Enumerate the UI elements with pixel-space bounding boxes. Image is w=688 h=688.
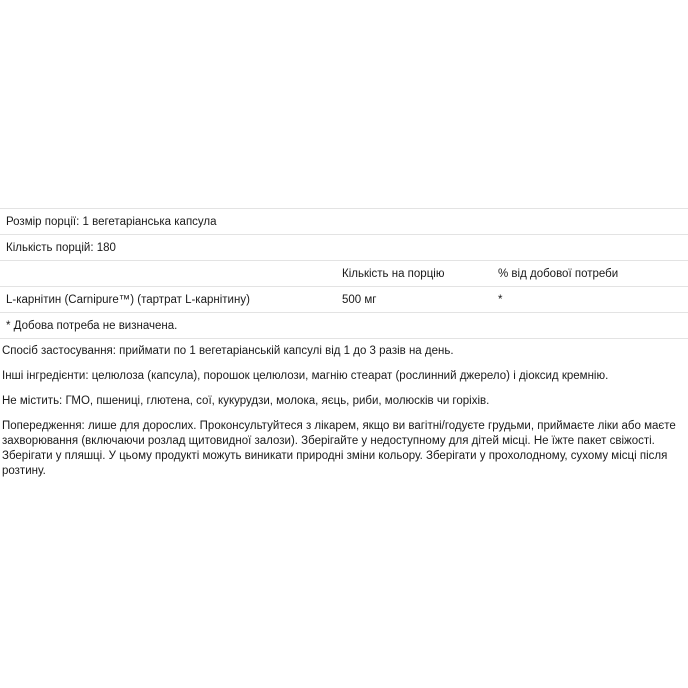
serving-size-row (0, 209, 688, 235)
free-from-list: Не містить: ГМО, пшениці, глютена, сої, кукурудзи, молока, яєць, риби, молюсків чи горіхів. (2, 395, 490, 407)
usage-instructions: Спосіб застосування: приймати по 1 вегетаріанській капсулі від 1 до 3 разів на день. (2, 345, 454, 357)
footnote-row (0, 313, 688, 339)
table-row (0, 287, 688, 313)
servings-count-row (0, 235, 688, 261)
servings-count-text: Кількість порцій: 180 (6, 242, 116, 254)
other-ingredients: Інші інгредієнти: целюлоза (капсула), порошок целюлози, магнію стеарат (рослинний джерело) і діоксид кремнію. (2, 370, 609, 382)
warnings-text: Попередження: лише для дорослих. Проконсультуйтеся з лікарем, якщо ви вагітні/годуєте грудьми, приймаєте ліки або маєте захворювання (включаючи розлад щитовидної залози). Зберігайте у недоступному для дітей місці. Не їжте пакет свіжості. Зберігати у пляшці. У цьому продукті можуть виникати природні зміни кольору. Зберігати у прохолодному, сухому місці після розтину. (2, 420, 676, 477)
table-header-row (0, 261, 688, 287)
product-notes (2, 344, 682, 489)
ingredient-amount: 500 мг (342, 294, 377, 306)
serving-size-text: Розмір порції: 1 вегетаріанська капсула (6, 216, 217, 228)
daily-value-footnote: * Добова потреба не визначена. (6, 320, 178, 332)
amount-per-serving-header: Кількість на порцію (342, 268, 445, 280)
supplement-facts-table (0, 208, 688, 339)
ingredient-daily-value: * (498, 294, 503, 306)
ingredient-name: L-карнітин (Carnipure™) (тартрат L-карнітину) (6, 294, 250, 306)
daily-value-header: % від добової потреби (498, 268, 619, 280)
